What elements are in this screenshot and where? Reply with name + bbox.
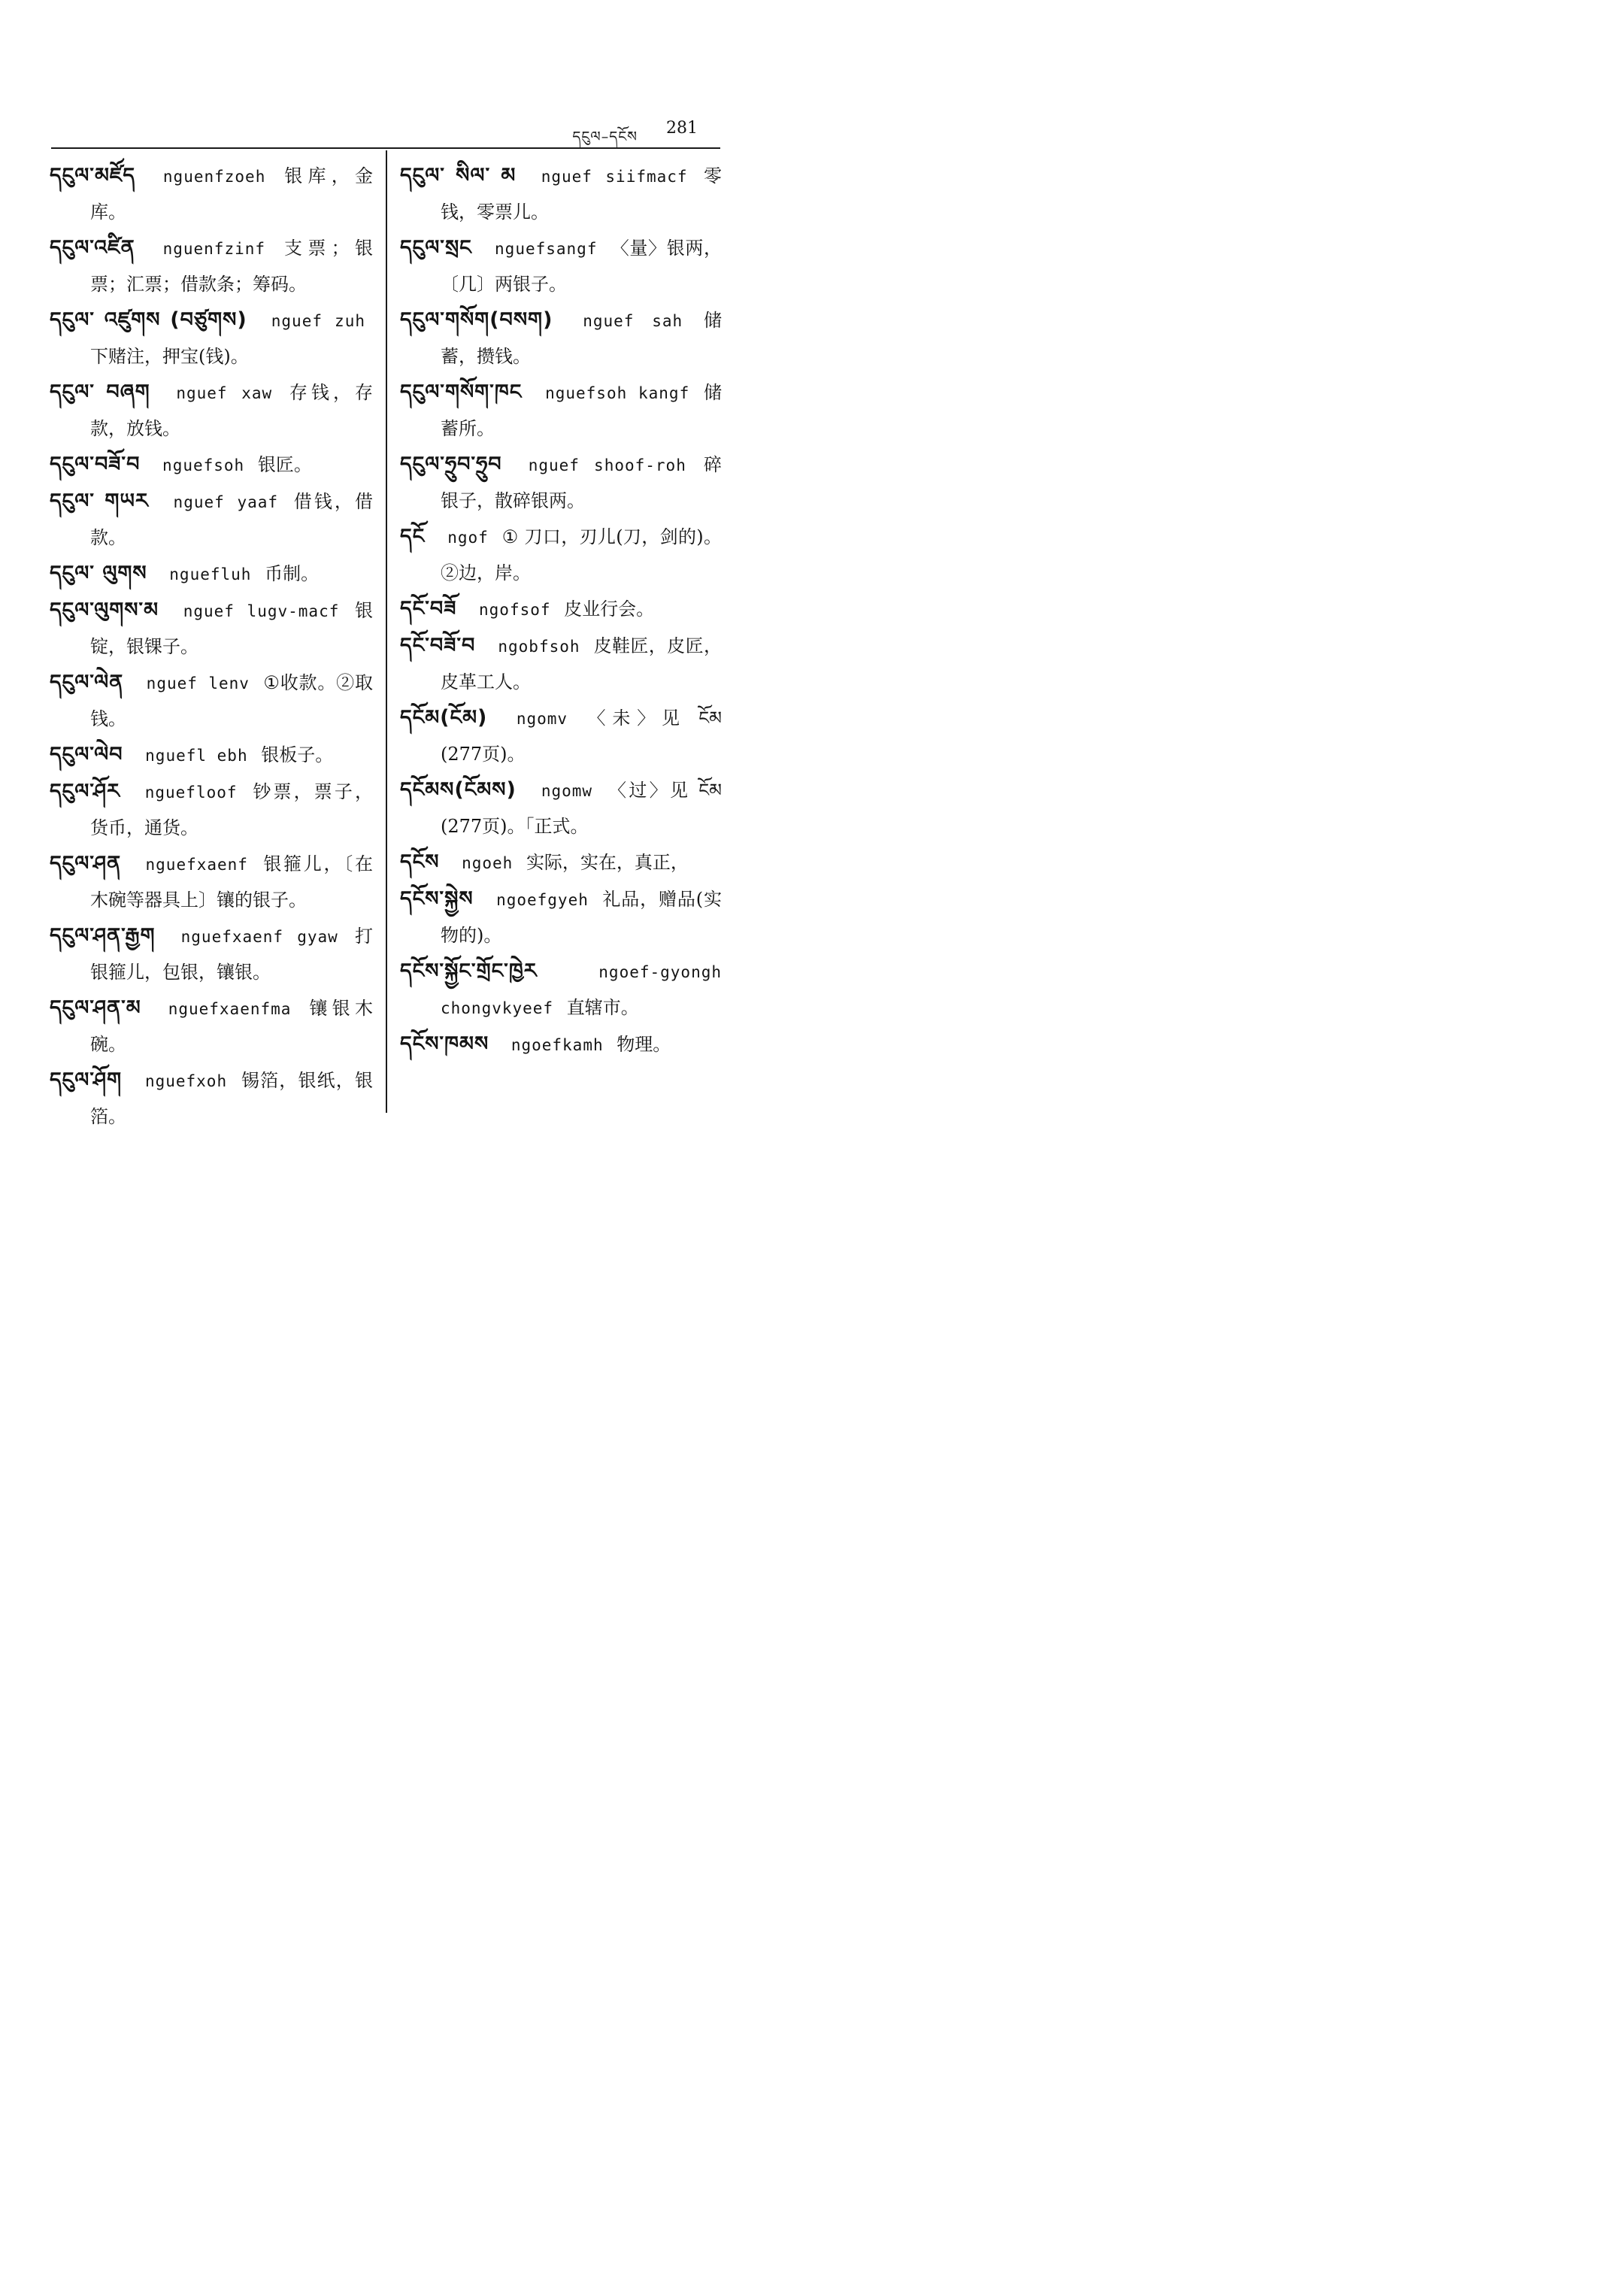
transliteration: nguef lenv bbox=[146, 674, 250, 692]
transliteration: ngoefkamh bbox=[511, 1036, 604, 1054]
headword: དངུལ་ཤོར bbox=[50, 780, 120, 803]
definition: 借钱，借款。 bbox=[90, 491, 374, 548]
column-divider bbox=[386, 150, 387, 1113]
dictionary-entry bbox=[50, 1062, 373, 1135]
headword: དངུལ་ སིལ་ མ bbox=[400, 164, 517, 187]
headword: དངུལ་ བཞག bbox=[50, 380, 150, 404]
transliteration: nguef siifmacf bbox=[541, 168, 688, 186]
definition: 物理。 bbox=[617, 1034, 671, 1055]
headword: དངུལ་མཛོད bbox=[50, 164, 136, 187]
headword: དངོ་བཟོ bbox=[400, 597, 457, 620]
headword: དངུལ་ གཡར bbox=[50, 489, 149, 513]
definition: 镶银木碗。 bbox=[90, 998, 373, 1055]
headword: དངོམ(ངོམ) bbox=[400, 706, 488, 729]
dictionary-entry bbox=[50, 737, 373, 774]
left-column bbox=[50, 158, 373, 1135]
dictionary-entry bbox=[50, 374, 373, 447]
definition: 〈未〉见 ངོམ (277页)。 bbox=[441, 708, 723, 765]
definition: 银匠。 bbox=[257, 454, 312, 475]
definition: 打银箍儿，包银，镶银。 bbox=[90, 926, 373, 983]
transliteration: nguefl ebh bbox=[145, 747, 248, 765]
transliteration: nguefsoh kangf bbox=[545, 384, 690, 402]
definition: 礼品，赠品(实物的)。 bbox=[441, 889, 722, 946]
transliteration: nguef yaaf bbox=[173, 493, 279, 511]
definition: 直辖市。 bbox=[566, 997, 639, 1018]
headword: དངུལ་ལེབ bbox=[50, 743, 123, 766]
headword: དངུལ་ཤོག bbox=[50, 1068, 123, 1092]
dictionary-entry bbox=[400, 953, 722, 1026]
dictionary-entry bbox=[50, 302, 373, 374]
dictionary-entry bbox=[50, 918, 373, 990]
transliteration: nguef sah bbox=[583, 312, 683, 330]
transliteration: nguefxaenf gyaw bbox=[180, 928, 338, 946]
transliteration: nguenfzoeh bbox=[162, 168, 266, 186]
dictionary-entry bbox=[400, 158, 722, 230]
transliteration: ngof bbox=[447, 529, 489, 547]
definition: 储蓄所。 bbox=[441, 382, 722, 439]
definition: 银库，金库。 bbox=[90, 165, 373, 223]
definition: 储蓄，攒钱。 bbox=[441, 310, 722, 367]
definition: 皮业行会。 bbox=[564, 599, 655, 620]
headword: དངུལ་ཤན bbox=[50, 852, 122, 875]
transliteration: nguefxoh bbox=[144, 1072, 228, 1090]
headword: དངོས་ཁམས bbox=[400, 1032, 489, 1056]
headword: དངུལ་ལེན bbox=[50, 671, 124, 694]
definition: 零钱，零票儿。 bbox=[441, 165, 722, 223]
headword: དངུལ་ འཛུགས (བཙུགས) bbox=[50, 308, 247, 332]
headword: དངུལ་བཟོ་བ bbox=[50, 453, 141, 476]
dictionary-entry bbox=[400, 519, 722, 591]
page-header bbox=[51, 113, 720, 147]
definition: 存钱，存款，放钱。 bbox=[90, 382, 373, 439]
headword: དངོ bbox=[400, 525, 426, 548]
dictionary-entry bbox=[400, 302, 722, 374]
definition: 〈量〉银两，〔几〕两银子。 bbox=[441, 238, 722, 295]
transliteration: nguefsangf bbox=[495, 240, 598, 258]
headword: དངུལ་ཤན་མ bbox=[50, 996, 141, 1020]
transliteration: ngomw bbox=[541, 782, 593, 800]
dictionary-entry bbox=[400, 230, 722, 302]
dictionary-entry bbox=[50, 447, 373, 483]
dictionary-entry bbox=[400, 591, 722, 628]
dictionary-entry bbox=[50, 665, 373, 737]
definition: 银锭，银锞子。 bbox=[90, 600, 373, 657]
headword: དངུལ་གསོག(བསག) bbox=[400, 308, 553, 332]
definition: 〈过〉见 ངོམ (277页)。「正式。 bbox=[441, 780, 722, 837]
definition: 实际，实在，真正， bbox=[526, 852, 689, 873]
headword: དངོས bbox=[400, 850, 440, 874]
headword: དངོས་སྐྱོང་གྲོང་ཁྱེར bbox=[400, 959, 538, 983]
headword: དངུལ་ལུགས་མ bbox=[50, 599, 159, 622]
transliteration: nguef shoof-roh bbox=[528, 456, 686, 474]
definition: 锡箔，银纸，银箔。 bbox=[90, 1070, 373, 1127]
definition: 银板子。 bbox=[261, 744, 334, 765]
dictionary-entry bbox=[400, 881, 722, 953]
transliteration: ngoefgyeh bbox=[496, 891, 589, 909]
definition: 钞票，票子，货币，通货。 bbox=[90, 781, 374, 838]
dictionary-entry bbox=[400, 374, 722, 447]
definition: 下赌注，押宝(钱)。 bbox=[90, 346, 249, 367]
transliteration: ngobfsoh bbox=[498, 638, 580, 656]
dictionary-entry bbox=[50, 158, 373, 230]
transliteration: ngoef-gyongh chongvkyeef bbox=[441, 963, 722, 1017]
dictionary-entry bbox=[400, 447, 722, 519]
definition: 银箍儿，〔在木碗等器具上〕镶的银子。 bbox=[90, 853, 373, 911]
definition: 皮鞋匠，皮匠，皮革工人。 bbox=[441, 635, 722, 692]
transliteration: nguefloof bbox=[144, 783, 238, 802]
dictionary-entry bbox=[400, 844, 722, 881]
headword: དངུལ་སྲང bbox=[400, 236, 472, 259]
header-rule bbox=[51, 147, 720, 149]
dictionary-entry bbox=[400, 772, 722, 844]
dictionary-entry bbox=[50, 556, 373, 592]
transliteration: nguefxaenf bbox=[145, 856, 248, 874]
transliteration: nguefxaenfma bbox=[168, 1000, 292, 1018]
dictionary-entry bbox=[50, 846, 373, 918]
definition: 币制。 bbox=[265, 563, 320, 584]
definition: 碎银子，散碎银两。 bbox=[441, 454, 722, 511]
dictionary-entry bbox=[50, 230, 373, 302]
definition: 支票；银票；汇票；借款条；筹码。 bbox=[90, 238, 373, 295]
definition: ① 刀口，刃儿(刀，剑的)。②边，岸。 bbox=[441, 526, 722, 583]
headword: དངུལ་ཧྲུབ་ཧྲུབ bbox=[400, 453, 502, 476]
definition: ①收款。②取钱。 bbox=[90, 672, 373, 729]
page-number: 281 bbox=[666, 119, 698, 138]
dictionary-entry bbox=[50, 774, 373, 846]
dictionary-entry bbox=[50, 592, 373, 665]
transliteration: nguef lugv-macf bbox=[183, 602, 340, 620]
transliteration: nguefsoh bbox=[162, 456, 245, 474]
transliteration: ngoeh bbox=[462, 854, 514, 872]
dictionary-entry bbox=[50, 483, 373, 556]
dictionary-entry bbox=[400, 1026, 722, 1063]
dictionary-entry bbox=[400, 628, 722, 700]
transliteration: nguefluh bbox=[169, 565, 252, 583]
headword: དངུལ་ཤན་རྒྱག bbox=[50, 924, 156, 947]
headword: དངོ་བཟོ་བ bbox=[400, 634, 476, 657]
dictionary-entry bbox=[50, 990, 373, 1062]
running-head: དངུལ–དངོས bbox=[572, 129, 638, 145]
headword: དངུལ་ ལུགས bbox=[50, 562, 147, 585]
transliteration: nguef zuh bbox=[271, 312, 365, 330]
transliteration: ngomv bbox=[516, 710, 568, 728]
dictionary-entry bbox=[400, 700, 722, 772]
headword: དངོམས(ངོམས) bbox=[400, 778, 517, 802]
headword: དངོས་སྐྱེས bbox=[400, 887, 474, 911]
headword: དངུལ་གསོག་ཁང bbox=[400, 380, 523, 404]
transliteration: ngofsof bbox=[479, 601, 551, 619]
transliteration: nguenfzinf bbox=[162, 240, 266, 258]
transliteration: nguef xaw bbox=[176, 384, 273, 402]
headword: དངུལ་འཛིན bbox=[50, 236, 135, 259]
right-column bbox=[400, 158, 722, 1063]
